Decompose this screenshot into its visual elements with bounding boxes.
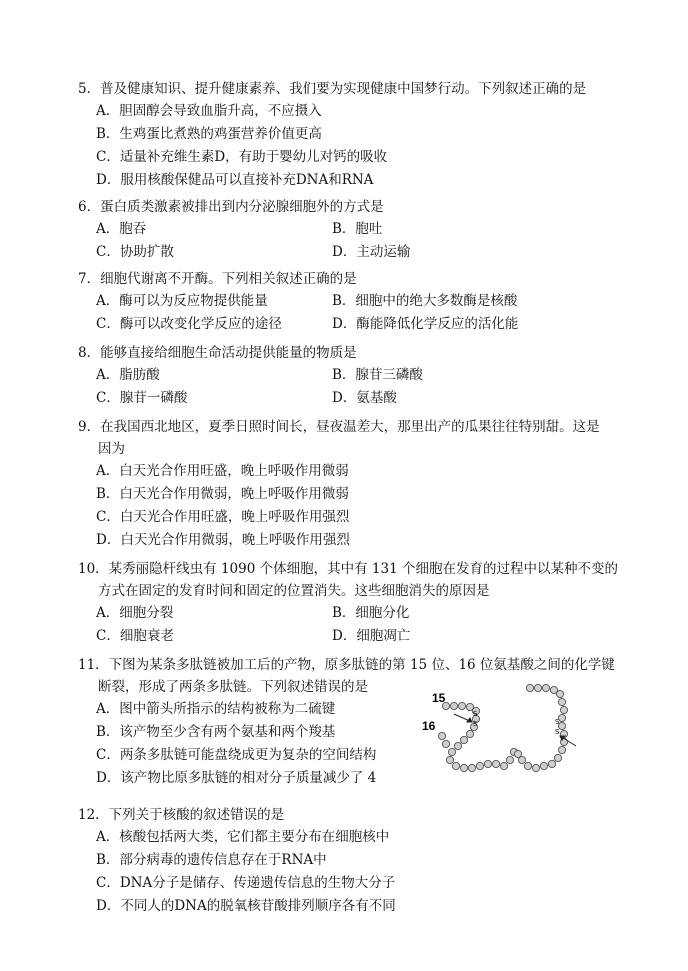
option-a: A．细胞分裂 <box>96 605 174 621</box>
option-c: C．适量补充维生素D，有助于婴幼儿对钙的吸收 <box>96 149 388 165</box>
question-stem: 9．在我国西北地区，夏季日照时间长，昼夜温差大，那里出产的瓜果往往特别甜。这是 <box>78 419 600 435</box>
option-a: A．胞吞 <box>96 221 147 237</box>
disulfide-s: S <box>473 720 478 728</box>
amino-acid-bead <box>452 762 459 769</box>
option-c: C．DNA分子是储存、传递遗传信息的生物大分子 <box>96 875 396 891</box>
disulfide-s: S <box>555 718 560 726</box>
option-row <box>78 364 638 387</box>
amino-acid-bead <box>534 684 541 691</box>
question-5 <box>78 78 638 192</box>
question-stem-continued: 方式在固定的发育时间和固定的位置消失。这些细胞消失的原因是 <box>98 583 490 599</box>
amino-acid-bead <box>450 702 457 709</box>
option-a: A．白天光合作用旺盛，晚上呼吸作用微弱 <box>96 463 349 479</box>
amino-acid-bead <box>560 706 567 713</box>
amino-acid-bead <box>548 760 555 767</box>
amino-acid-bead <box>484 760 491 767</box>
option-d: D．白天光合作用微弱，晚上呼吸作用强烈 <box>96 532 350 548</box>
amino-acid-bead <box>468 764 475 771</box>
option-d: D．酶能降低化学反应的活化能 <box>332 316 519 332</box>
amino-acid-bead <box>460 736 467 743</box>
label-15: 15 <box>432 691 446 705</box>
question-stem: 8．能够直接给细胞生命活动提供能量的物质是 <box>78 345 357 361</box>
question-stem: 11．下图为某条多肽链被加工后的产物，原多肽链的第 15 位、16 位氨基酸之间的化学键 <box>78 657 615 673</box>
option-a: A．图中箭头所指示的结构被称为二硫键 <box>96 701 336 717</box>
option-row <box>78 387 638 410</box>
option-a: A．核酸包括两大类，它们都主要分布在细胞核中 <box>96 829 390 845</box>
option-b: B．部分病毒的遗传信息存在于RNA中 <box>96 852 327 868</box>
amino-acid-bead <box>514 750 521 757</box>
amino-acid-bead <box>558 698 565 705</box>
label-16: 16 <box>422 719 436 733</box>
option-d: D．细胞凋亡 <box>332 628 411 644</box>
disulfide-s: S <box>555 728 560 736</box>
amino-acid-bead <box>466 730 473 737</box>
question-stem: 10．某秀丽隐杆线虫有 1090 个体细胞，其中有 131 个细胞在发育的过程中以某种不变的 <box>78 561 618 577</box>
amino-acid-bead <box>542 684 549 691</box>
option-a: A．酶可以为反应物提供能量 <box>96 293 268 309</box>
option-d: D．氨基酸 <box>332 390 397 406</box>
option-a: A．胆固醇会导致血脂升高，不应摄入 <box>96 103 322 119</box>
amino-acid-bead <box>506 756 513 763</box>
option-d: D．服用核酸保健品可以直接补充DNA和RNA <box>96 172 374 188</box>
question-7 <box>78 268 638 336</box>
option-row <box>78 313 638 336</box>
amino-acid-bead <box>532 764 539 771</box>
option-row <box>78 625 638 648</box>
amino-acid-bead <box>446 756 453 763</box>
option-d: D．该产物比原多肽链的相对分子质量减少了 4 <box>96 770 377 786</box>
question-10 <box>78 558 638 648</box>
amino-acid-bead <box>438 732 445 739</box>
option-c: C．两条多肽链可能盘绕成更为复杂的空间结构 <box>96 747 377 763</box>
option-row <box>78 241 638 264</box>
question-stem-continued: 断裂，形成了两条多肽链。下列叙述错误的是 <box>98 679 368 695</box>
question-stem-continued: 因为 <box>98 441 125 457</box>
amino-acid-bead <box>540 762 547 769</box>
option-c: C．协助扩散 <box>96 244 174 260</box>
amino-acid-bead <box>442 740 449 747</box>
amino-acid-bead <box>458 702 465 709</box>
option-b: B．细胞中的绝大多数酶是核酸 <box>332 293 518 309</box>
amino-acid-bead <box>500 762 507 769</box>
question-8 <box>78 342 638 410</box>
option-a: A．脂肪酸 <box>96 367 160 383</box>
option-d: D．不同人的DNA的脱氧核苷酸排列顺序各有不同 <box>96 898 396 914</box>
question-stem: 6．蛋白质类激素被排出到内分泌腺细胞外的方式是 <box>78 199 384 215</box>
option-b: B．胞吐 <box>332 221 383 237</box>
option-b: B．生鸡蛋比煮熟的鸡蛋营养价值更高 <box>96 126 322 142</box>
amino-acid-bead <box>492 760 499 767</box>
amino-acid-bead <box>558 714 565 721</box>
option-row <box>78 602 638 625</box>
amino-acid-bead <box>476 762 483 769</box>
option-b: B．白天光合作用微弱，晚上呼吸作用微弱 <box>96 486 349 502</box>
amino-acid-bead <box>460 764 467 771</box>
option-c: C．酶可以改变化学反应的途径 <box>96 316 282 332</box>
amino-acid-bead <box>454 742 461 749</box>
option-c: C．腺苷一磷酸 <box>96 390 188 406</box>
amino-acid-bead <box>448 748 455 755</box>
amino-acid-bead <box>524 762 531 769</box>
amino-acid-bead <box>556 690 563 697</box>
amino-acid-bead <box>526 684 533 691</box>
option-b: B．腺苷三磷酸 <box>332 367 423 383</box>
question-9 <box>78 416 638 552</box>
amino-acid-bead <box>558 722 565 729</box>
question-stem: 7．细胞代谢离不开酶。下列相关叙述正确的是 <box>78 271 357 287</box>
question-12 <box>78 804 638 918</box>
option-b: B．细胞分化 <box>332 605 410 621</box>
option-c: C．细胞衰老 <box>96 628 174 644</box>
amino-acid-bead <box>558 746 565 753</box>
disulfide-s: S <box>473 710 478 718</box>
question-stem: 5．普及健康知识、提升健康素养、我们要为实现健康中国梦行动。下列叙述正确的是 <box>78 81 587 97</box>
option-row <box>78 290 638 313</box>
question-6 <box>78 196 638 264</box>
option-c: C．白天光合作用旺盛，晚上呼吸作用强烈 <box>96 509 350 525</box>
option-b: B．该产物至少含有两个氨基和两个羧基 <box>96 724 336 740</box>
option-row <box>78 218 638 241</box>
question-stem: 12．下列关于核酸的叙述错误的是 <box>78 807 285 823</box>
polypeptide-diagram <box>418 680 598 780</box>
amino-acid-bead <box>554 754 561 761</box>
option-d: D．主动运输 <box>332 244 411 260</box>
